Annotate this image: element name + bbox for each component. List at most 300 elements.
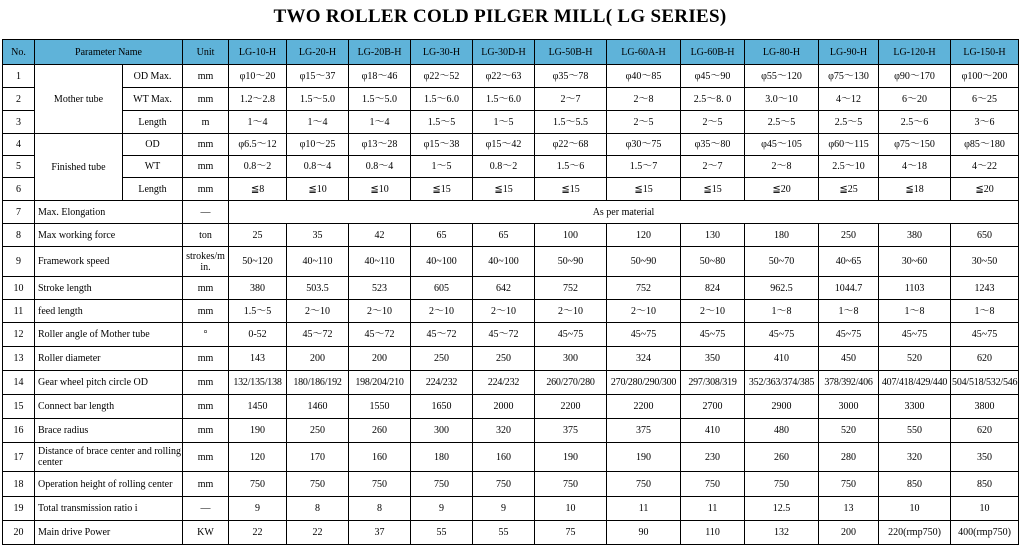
value-cell: 1～8 [951,300,1019,323]
value-cell: 1460 [287,395,349,419]
value-cell: 350 [681,347,745,371]
value-cell: 2.5～5 [745,111,819,134]
value-cell: 962.5 [745,277,819,300]
value-cell: 143 [229,347,287,371]
value-cell: φ45～105 [745,134,819,156]
value-cell: ≦10 [287,178,349,201]
value-cell: φ22～68 [535,134,607,156]
value-cell: 642 [473,277,535,300]
row-number: 11 [3,300,35,323]
parameter-label: feed length [35,300,183,323]
unit-cell: mm [183,371,229,395]
value-cell: 40~100 [473,247,535,277]
value-cell: 250 [819,224,879,247]
value-cell: 2.5～5 [819,111,879,134]
value-cell: 750 [819,472,879,497]
value-cell: 100 [535,224,607,247]
value-cell: 1～5 [473,111,535,134]
value-cell: 30~60 [879,247,951,277]
value-cell: 2～7 [535,88,607,111]
value-cell: 1.5～5.0 [287,88,349,111]
row-number: 16 [3,419,35,443]
value-cell: 37 [349,521,411,545]
row-number: 10 [3,277,35,300]
table-row [3,88,1019,111]
value-cell: 1.5～5.0 [349,88,411,111]
value-cell: 50~90 [607,247,681,277]
value-cell: φ13～28 [349,134,411,156]
row-number: 19 [3,497,35,521]
value-cell: 2000 [473,395,535,419]
value-cell: 750 [473,472,535,497]
value-cell: 320 [473,419,535,443]
value-cell: 65 [473,224,535,247]
value-cell: 380 [879,224,951,247]
parameter-label: Stroke length [35,277,183,300]
row-number: 5 [3,156,35,178]
value-cell: φ22～63 [473,65,535,88]
unit-cell: ° [183,323,229,347]
unit-cell: mm [183,134,229,156]
value-cell: 620 [951,347,1019,371]
unit-cell: KW [183,521,229,545]
table-row [3,419,1019,443]
value-cell: φ55～120 [745,65,819,88]
value-cell: 1～8 [745,300,819,323]
value-cell: 6～20 [879,88,951,111]
value-cell: 2.5～8. 0 [681,88,745,111]
value-cell: 850 [951,472,1019,497]
value-cell: φ15～38 [411,134,473,156]
value-cell: 480 [745,419,819,443]
row-number: 12 [3,323,35,347]
table-row [3,347,1019,371]
value-cell: 180/186/192 [287,371,349,395]
table-row [3,247,1019,277]
value-cell: 12.5 [745,497,819,521]
table-row [3,134,1019,156]
row-number: 8 [3,224,35,247]
value-cell: ≦25 [819,178,879,201]
merged-value-cell: As per material [229,201,1019,224]
unit-cell: mm [183,300,229,323]
value-cell: 190 [229,419,287,443]
value-cell: 110 [681,521,745,545]
value-cell: 42 [349,224,411,247]
page-title: TWO ROLLER COLD PILGER MILL( LG SERIES) [273,6,727,27]
value-cell: 120 [229,443,287,472]
header-model: LG-30D-H [473,40,535,65]
parameter-label: Brace radius [35,419,183,443]
value-cell: 50~90 [535,247,607,277]
value-cell: 750 [411,472,473,497]
value-cell: 75 [535,521,607,545]
row-number: 9 [3,247,35,277]
value-cell: 25 [229,224,287,247]
value-cell: 4～22 [951,156,1019,178]
value-cell: 200 [819,521,879,545]
value-cell: 2～10 [287,300,349,323]
value-cell: 2～5 [607,111,681,134]
value-cell: 2～10 [411,300,473,323]
table-row [3,443,1019,472]
value-cell: 1650 [411,395,473,419]
value-cell: 224/232 [473,371,535,395]
row-number: 6 [3,178,35,201]
value-cell: 120 [607,224,681,247]
value-cell: φ75～130 [819,65,879,88]
value-cell: 605 [411,277,473,300]
value-cell: 297/308/319 [681,371,745,395]
value-cell: 750 [745,472,819,497]
value-cell: ≦20 [745,178,819,201]
header-model: LG-20B-H [349,40,411,65]
value-cell: 1.5～5.5 [535,111,607,134]
value-cell: 45~75 [951,323,1019,347]
value-cell: 180 [411,443,473,472]
value-cell: 270/280/290/300 [607,371,681,395]
value-cell: 8 [287,497,349,521]
value-cell: φ15～42 [473,134,535,156]
value-cell: 2200 [535,395,607,419]
parameter-label: Main drive Power [35,521,183,545]
row-number: 18 [3,472,35,497]
header-model: LG-30-H [411,40,473,65]
value-cell: 2～10 [535,300,607,323]
value-cell: 40~65 [819,247,879,277]
value-cell: 750 [681,472,745,497]
value-cell: φ35～80 [681,134,745,156]
value-cell: 2～8 [745,156,819,178]
value-cell: 2900 [745,395,819,419]
value-cell: 9 [411,497,473,521]
table-row [3,497,1019,521]
table-row [3,371,1019,395]
value-cell: 1243 [951,277,1019,300]
value-cell: 3.0～10 [745,88,819,111]
value-cell: 752 [535,277,607,300]
table-row [3,224,1019,247]
row-number: 20 [3,521,35,545]
row-number: 2 [3,88,35,111]
value-cell: 2200 [607,395,681,419]
value-cell: 752 [607,277,681,300]
parameter-label: Max. Elongation [35,201,183,224]
row-number: 14 [3,371,35,395]
value-cell: 375 [535,419,607,443]
value-cell: 45~75 [879,323,951,347]
value-cell: 250 [411,347,473,371]
value-cell: 260 [745,443,819,472]
value-cell: 200 [287,347,349,371]
sub-parameter-label: WT Max. [123,88,183,111]
value-cell: 380 [229,277,287,300]
value-cell: 3300 [879,395,951,419]
value-cell: 520 [879,347,951,371]
value-cell: 180 [745,224,819,247]
unit-cell: mm [183,65,229,88]
value-cell: 2～5 [681,111,745,134]
value-cell: 750 [349,472,411,497]
value-cell: 1.5～7 [607,156,681,178]
sub-parameter-label: WT [123,156,183,178]
value-cell: 65 [411,224,473,247]
value-cell: 1.5～6.0 [473,88,535,111]
value-cell: 520 [819,419,879,443]
value-cell: 824 [681,277,745,300]
value-cell: ≦15 [473,178,535,201]
group-label-finished-tube: Finished tube [35,134,123,201]
value-cell: 10 [951,497,1019,521]
value-cell: 300 [535,347,607,371]
value-cell: 132/135/138 [229,371,287,395]
value-cell: 260 [349,419,411,443]
header-model: LG-60A-H [607,40,681,65]
value-cell: 132 [745,521,819,545]
unit-cell: strokes/m in. [183,247,229,277]
value-cell: 378/392/406 [819,371,879,395]
parameter-label: Gear wheel pitch circle OD [35,371,183,395]
parameter-label: Framework speed [35,247,183,277]
value-cell: 55 [411,521,473,545]
value-cell: 22 [229,521,287,545]
value-cell: 45～72 [411,323,473,347]
unit-cell: mm [183,178,229,201]
value-cell: 250 [287,419,349,443]
value-cell: 45～72 [349,323,411,347]
value-cell: 224/232 [411,371,473,395]
value-cell: 190 [535,443,607,472]
header-model: LG-120-H [879,40,951,65]
header-model: LG-60B-H [681,40,745,65]
table-row [3,178,1019,201]
value-cell: 400(rmp750) [951,521,1019,545]
value-cell: 0.8～4 [287,156,349,178]
value-cell: 11 [607,497,681,521]
sub-parameter-label: Length [123,111,183,134]
value-cell: 503.5 [287,277,349,300]
table-row [3,395,1019,419]
row-number: 1 [3,65,35,88]
value-cell: 2～10 [607,300,681,323]
value-cell: φ6.5～12 [229,134,287,156]
value-cell: ≦20 [951,178,1019,201]
row-number: 15 [3,395,35,419]
value-cell: 407/418/429/440 [879,371,951,395]
value-cell: 3000 [819,395,879,419]
value-cell: 45~75 [819,323,879,347]
value-cell: 650 [951,224,1019,247]
value-cell: 1～5 [411,156,473,178]
sub-parameter-label: Length [123,178,183,201]
value-cell: 1103 [879,277,951,300]
value-cell: 160 [473,443,535,472]
value-cell: 1～4 [349,111,411,134]
value-cell: 55 [473,521,535,545]
value-cell: 50~80 [681,247,745,277]
value-cell: φ40～85 [607,65,681,88]
value-cell: 410 [681,419,745,443]
value-cell: 40~110 [287,247,349,277]
value-cell: 1.5～5 [411,111,473,134]
header-model: LG-50B-H [535,40,607,65]
value-cell: 1～4 [287,111,349,134]
row-number: 13 [3,347,35,371]
value-cell: 45~75 [745,323,819,347]
parameter-label: Total transmission ratio i [35,497,183,521]
sub-parameter-label: OD Max. [123,65,183,88]
value-cell: 1.2～2.8 [229,88,287,111]
value-cell: 1～4 [229,111,287,134]
value-cell: ≦10 [349,178,411,201]
value-cell: 1～8 [879,300,951,323]
value-cell: ≦15 [607,178,681,201]
table-row [3,65,1019,88]
value-cell: 250 [473,347,535,371]
value-cell: 6～25 [951,88,1019,111]
unit-cell: — [183,201,229,224]
value-cell: 2700 [681,395,745,419]
value-cell: 40~100 [411,247,473,277]
parameter-label: Roller angle of Mother tube [35,323,183,347]
value-cell: 160 [349,443,411,472]
row-number: 17 [3,443,35,472]
value-cell: 4～18 [879,156,951,178]
value-cell: ≦18 [879,178,951,201]
value-cell: 2～10 [349,300,411,323]
value-cell: 2～7 [681,156,745,178]
value-cell: ≦15 [535,178,607,201]
value-cell: ≦15 [411,178,473,201]
value-cell: 230 [681,443,745,472]
header-unit: Unit [183,40,229,65]
value-cell: 2～10 [681,300,745,323]
value-cell: φ15～37 [287,65,349,88]
header-model: LG-20-H [287,40,349,65]
unit-cell: mm [183,419,229,443]
value-cell: 22 [287,521,349,545]
value-cell: 45～72 [287,323,349,347]
value-cell: 620 [951,419,1019,443]
value-cell: φ45～90 [681,65,745,88]
value-cell: 9 [473,497,535,521]
value-cell: 10 [535,497,607,521]
value-cell: φ10～25 [287,134,349,156]
value-cell: 45~75 [535,323,607,347]
value-cell: 750 [287,472,349,497]
header-parameter-name: Parameter Name [35,40,183,65]
value-cell: 45～72 [473,323,535,347]
value-cell: 320 [879,443,951,472]
value-cell: 1.5～6.0 [411,88,473,111]
value-cell: φ100～200 [951,65,1019,88]
header-no: No. [3,40,35,65]
value-cell: ≦8 [229,178,287,201]
value-cell: 50~120 [229,247,287,277]
value-cell: 50~70 [745,247,819,277]
table-row [3,521,1019,545]
value-cell: 0.8～2 [473,156,535,178]
value-cell: 352/363/374/385 [745,371,819,395]
value-cell: 0.8～2 [229,156,287,178]
unit-cell: mm [183,277,229,300]
table-row [3,323,1019,347]
parameter-label: Connect bar length [35,395,183,419]
value-cell: φ90～170 [879,65,951,88]
value-cell: 523 [349,277,411,300]
group-label-mother-tube: Mother tube [35,65,123,134]
value-cell: φ75～150 [879,134,951,156]
value-cell: 750 [607,472,681,497]
value-cell: 2～10 [473,300,535,323]
value-cell: 200 [349,347,411,371]
value-cell: φ10～20 [229,65,287,88]
value-cell: φ22～52 [411,65,473,88]
unit-cell: mm [183,347,229,371]
value-cell: 190 [607,443,681,472]
value-cell: 11 [681,497,745,521]
value-cell: 2.5～6 [879,111,951,134]
value-cell: φ60～115 [819,134,879,156]
value-cell: 3800 [951,395,1019,419]
value-cell: 0.8～4 [349,156,411,178]
row-number: 3 [3,111,35,134]
value-cell: 550 [879,419,951,443]
unit-cell: m [183,111,229,134]
value-cell: 1450 [229,395,287,419]
unit-cell: mm [183,88,229,111]
value-cell: φ30～75 [607,134,681,156]
header-row [3,40,1019,65]
table-row [3,156,1019,178]
value-cell: 1.5～5 [229,300,287,323]
spec-table [2,39,1019,545]
value-cell: 45~75 [681,323,745,347]
table-row [3,277,1019,300]
value-cell: 30~50 [951,247,1019,277]
table-row [3,300,1019,323]
value-cell: ≦15 [681,178,745,201]
table-row [3,472,1019,497]
value-cell: 750 [229,472,287,497]
value-cell: 45~75 [607,323,681,347]
value-cell: 0-52 [229,323,287,347]
value-cell: 350 [951,443,1019,472]
value-cell: 850 [879,472,951,497]
value-cell: 2～8 [607,88,681,111]
value-cell: 13 [819,497,879,521]
value-cell: 450 [819,347,879,371]
value-cell: 10 [879,497,951,521]
value-cell: 220(rmp750) [879,521,951,545]
value-cell: 130 [681,224,745,247]
parameter-label: Roller diameter [35,347,183,371]
header-model: LG-90-H [819,40,879,65]
value-cell: 324 [607,347,681,371]
table-row [3,111,1019,134]
unit-cell: mm [183,472,229,497]
value-cell: 260/270/280 [535,371,607,395]
value-cell: 4～12 [819,88,879,111]
unit-cell: — [183,497,229,521]
row-number: 7 [3,201,35,224]
value-cell: 9 [229,497,287,521]
value-cell: 198/204/210 [349,371,411,395]
sub-parameter-label: OD [123,134,183,156]
value-cell: φ18～46 [349,65,411,88]
value-cell: 90 [607,521,681,545]
value-cell: 2.5～10 [819,156,879,178]
